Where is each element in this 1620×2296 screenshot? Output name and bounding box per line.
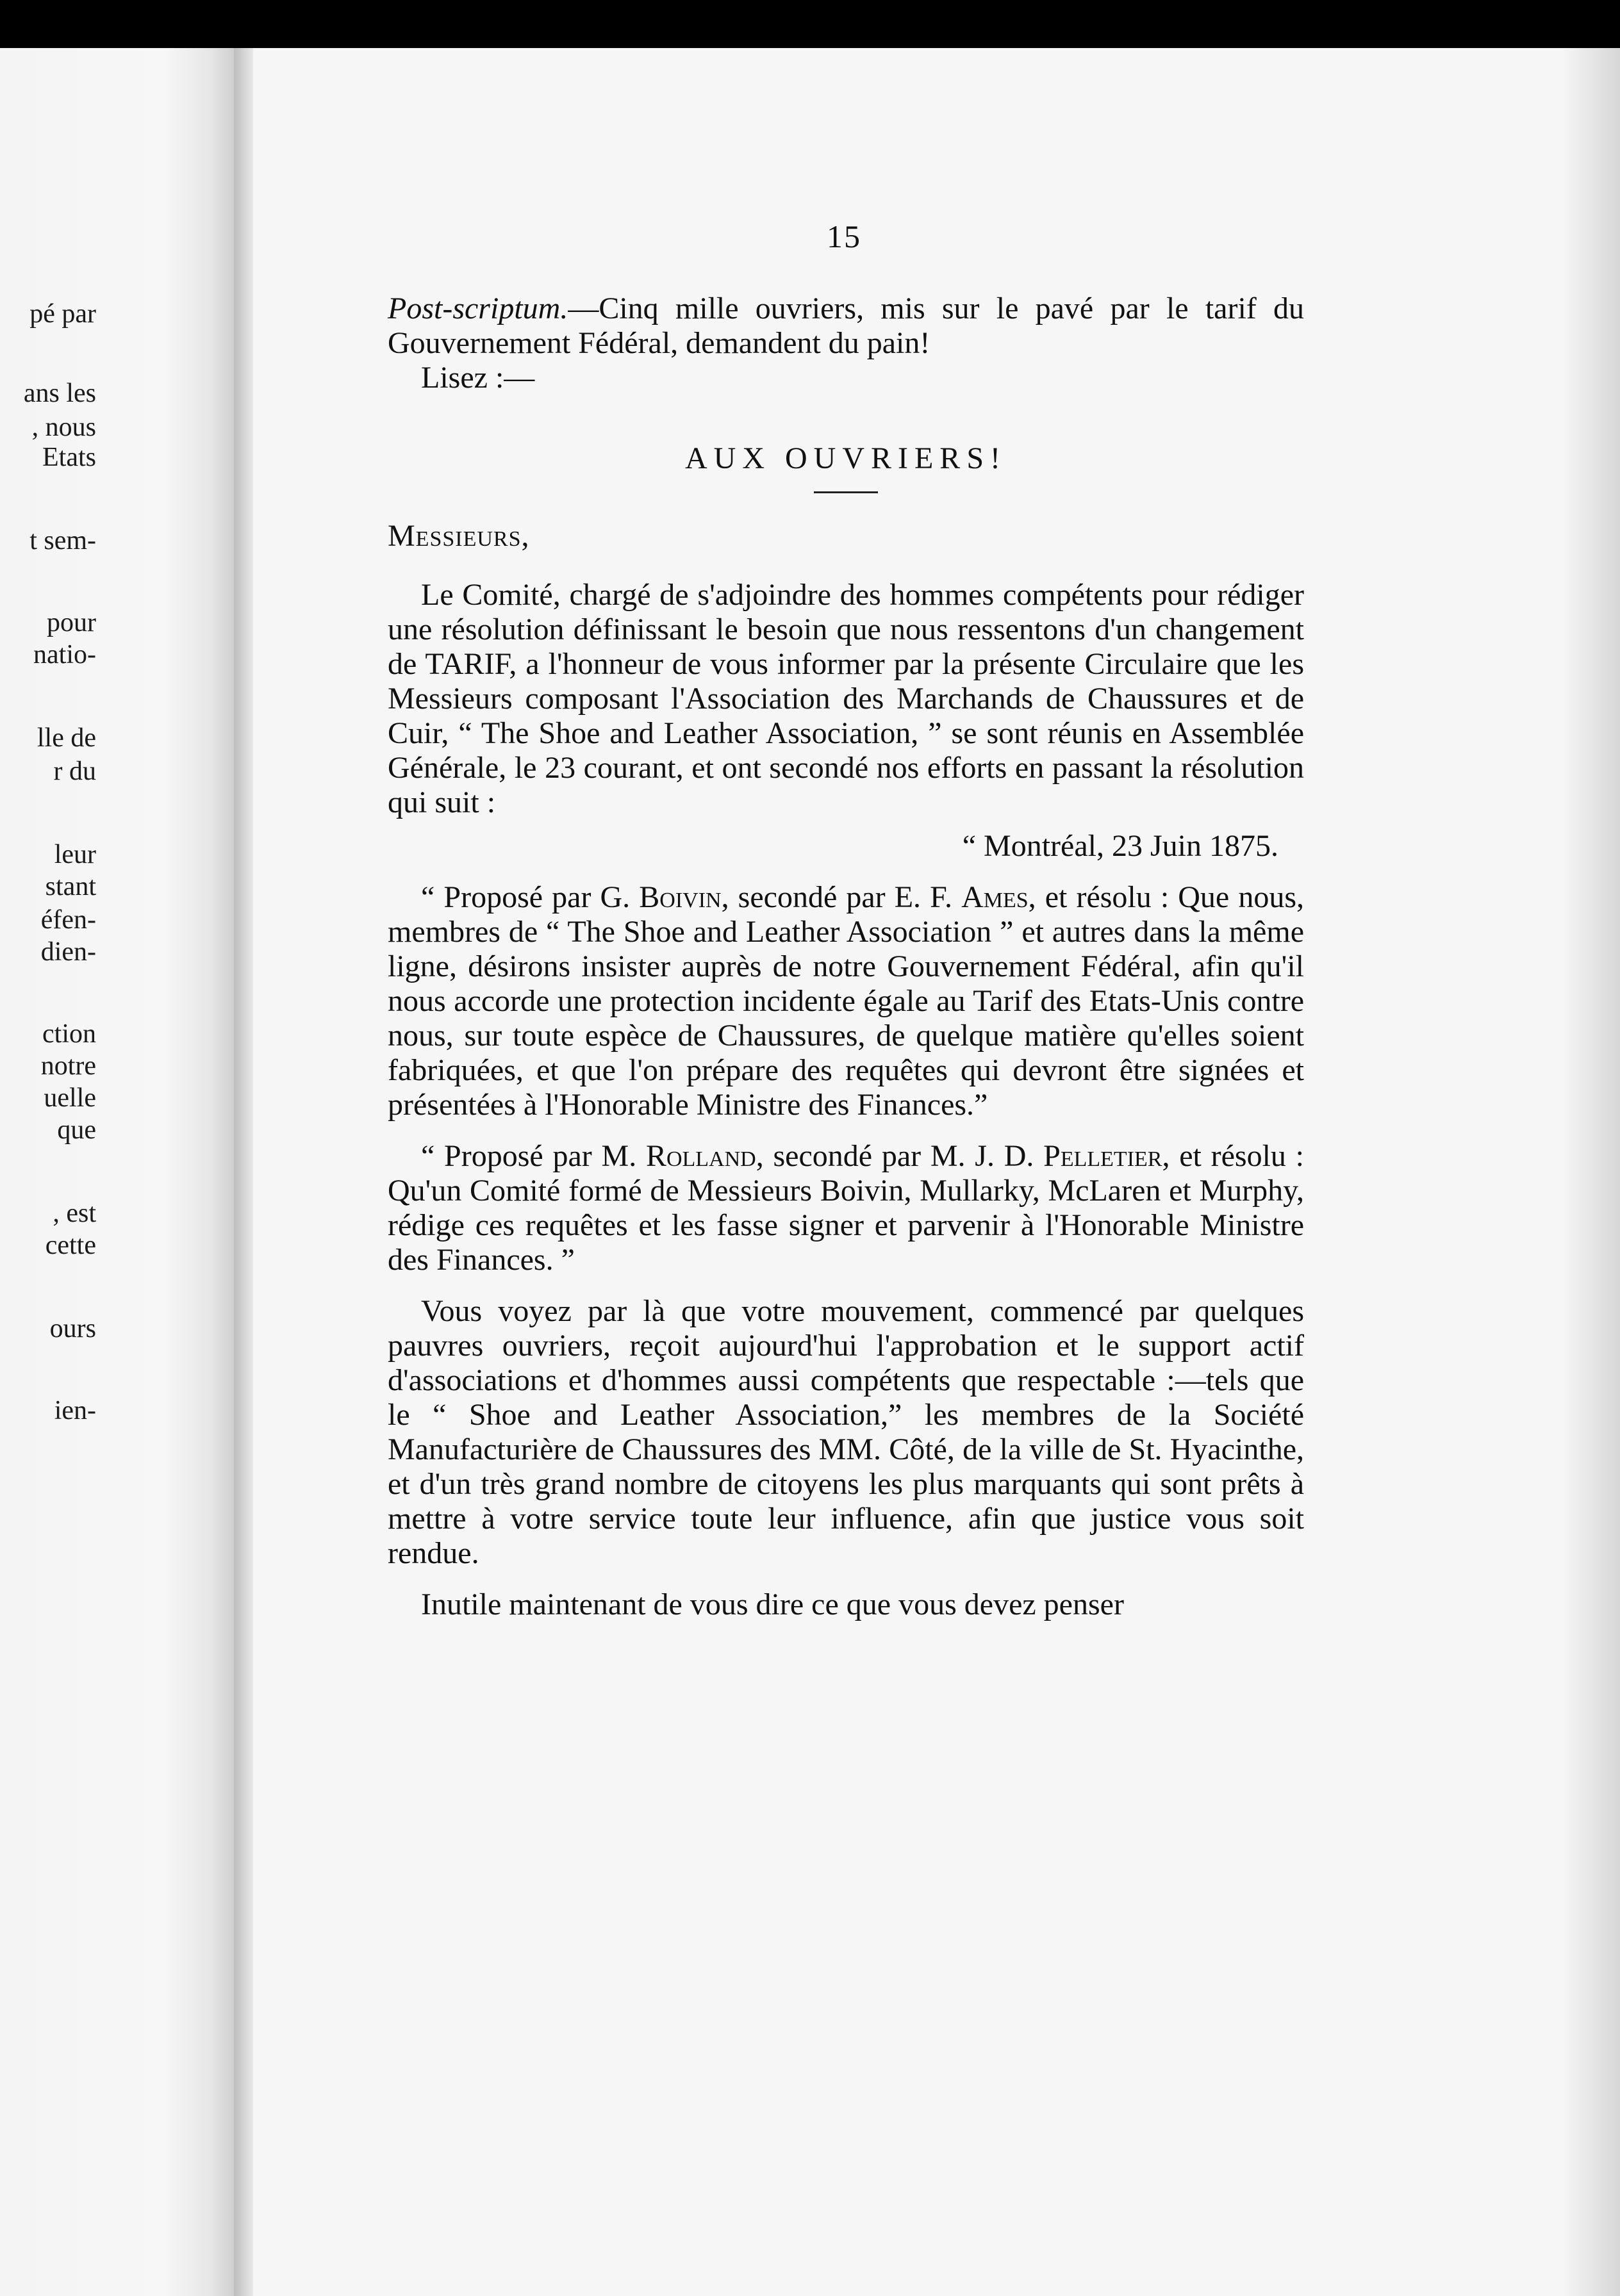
left-fragment: cette [45,1231,96,1260]
scan-top-border [0,0,1620,48]
left-fragment: ction [42,1019,96,1049]
resolution-first [388,880,1304,1122]
page-edge-shadow [1562,48,1620,2296]
book-gutter [234,48,253,2296]
resolution-prefix: “ Proposé par G. [421,880,640,914]
lisez: Lisez :— [421,361,535,395]
postscript-text: —Cinq mille ouvriers, mis sur le pavé par le tarif du Gouvernement Fédéral, demandent du pain! [388,291,1304,360]
left-fragment: ien- [54,1396,96,1425]
left-fragment: notre [40,1051,96,1081]
paragraph-committee: Le Comité, chargé de s'adjoindre des hommes compétents pour rédiger une résolution définissant le besoin que nous ressentons d'un changement de TARIF, a l'honneur de vous informer par la présente Circulaire que les Messieurs composant l'Association des Marchands de Chaussures et de Cuir, “ The Shoe and Leather Association, ” se sont réunis en Assemblée Générale, le 23 courant, et ont secondé nos efforts en passant la résolution qui suit : [388,578,1304,819]
left-fragment: pé par [29,299,96,329]
heading-rule [814,491,878,493]
paragraph-closing: Inutile maintenant de vous dire ce que vous devez penser [421,1587,1124,1621]
left-fragment: stant [45,872,96,901]
left-fragment: r du [53,757,96,786]
left-fragment: que [57,1115,96,1145]
postscript [388,291,1304,361]
resolution-prefix: “ Proposé par M. [421,1139,646,1173]
left-fragment: , est [53,1199,96,1228]
page-number: 15 [827,218,861,254]
left-fragment: ours [49,1314,96,1343]
left-fragment: dien- [40,937,96,967]
left-fragment: ans les [23,379,96,408]
resolution-text: , et résolu : Que nous, membres de “ The Shoe and Leather Association ” et autres dans la même ligne, désirons insister auprès de notre Gouvernement Fédéral, afin qu'il nous accorde une protection incidente égale au Tarif des Etats-Unis contre nous, sur toute espèce de Chaussures, de quelque matière qu'elles soient fabriquées, et que l'on prépare des requêtes qui devront être signées et présentées à l'Honorable Ministre des Finances.” [388,880,1305,1122]
section-heading: AUX OUVRIERS! [685,441,1007,475]
resolution-second [388,1139,1304,1277]
salutation: Messieurs, [388,519,530,553]
paragraph-movement: Vous voyez par là que votre mouvement, commencé par quelques pauvres ouvriers, reçoit aujourd'hui l'approbation et le support actif d'associations et d'hommes aussi compétents que respectable :—tels que le “ Shoe and Leather Association,” les membres de la Société Manufacturière de Chaussures des MM. Côté, de la ville de St. Hyacinthe, et d'un très grand nombre de citoyens les plus marquants qui sont prêts à mettre à votre service toute leur influence, afin que justice vous soit rendue. [388,1294,1304,1570]
left-fragment: Etats [42,443,96,472]
page-text [388,291,1304,1622]
left-fragment: t sem- [29,526,96,555]
left-fragment: pour [47,608,96,637]
dateline: “ Montréal, 23 Juin 1875. [962,829,1278,863]
left-fragment: leur [54,840,96,869]
mover-name: Rolland [645,1139,756,1173]
left-fragment: éfen- [40,905,96,935]
left-fragment: , nous [31,413,96,442]
left-fragment: uelle [44,1083,96,1113]
mover-name: Boivin [639,880,722,914]
seconder-name: Pelletier [1043,1139,1162,1173]
left-fragment: natio- [33,640,96,669]
postscript-label: Post-scriptum. [388,291,568,325]
resolution-mid: , secondé par E. F. [721,880,962,914]
left-fragment: lle de [37,723,96,753]
seconder-name: Ames [961,880,1029,914]
resolution-text: , et résolu : Qu'un Comité formé de Messieurs Boivin, Mullarky, McLaren et Murphy, rédige ces requêtes et les fasse signer et parvenir à l'Honorable Ministre des Finances. ” [388,1139,1305,1277]
resolution-mid: , secondé par M. J. D. [756,1139,1044,1173]
